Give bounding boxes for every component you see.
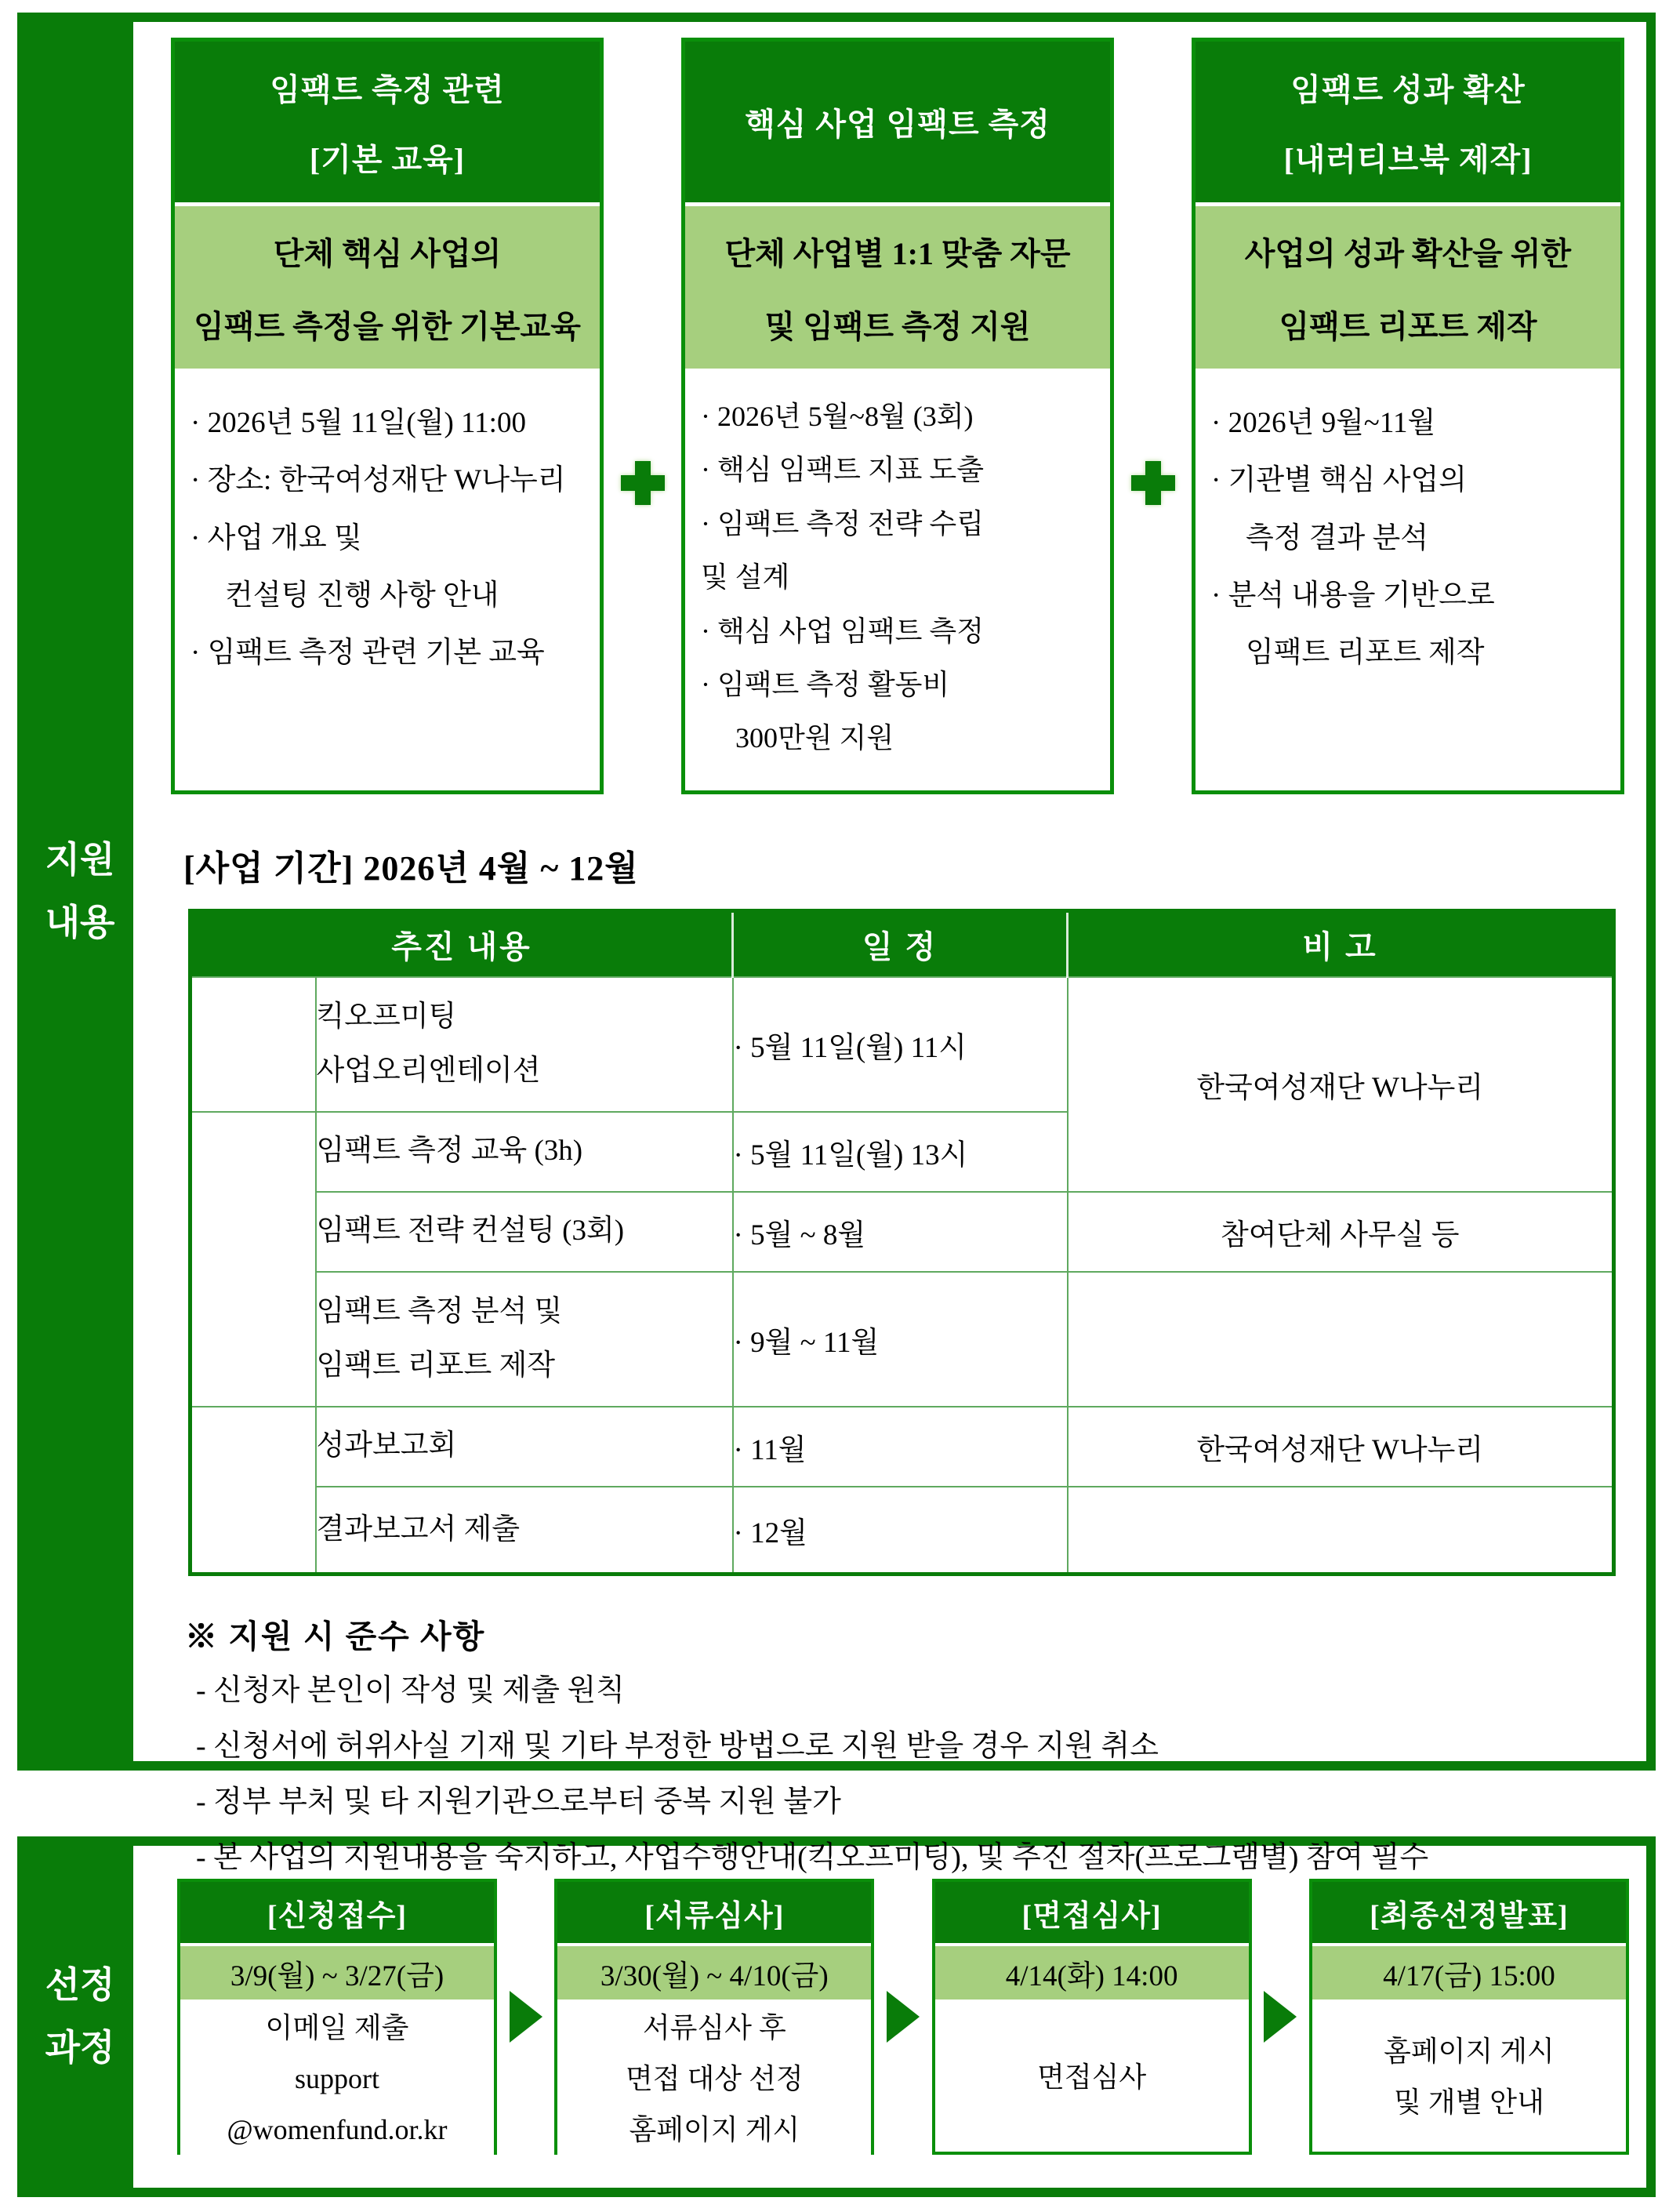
program-box-header: 임팩트 성과 확산 [내러티브북 제작]	[1196, 42, 1620, 202]
program-box-body: · 2026년 5월 11일(월) 11:00 · 장소: 한국여성재단 W나누리 · 사업 개요 및 컨설팅 진행 사항 안내 · 임팩트 측정 관련 기본 교육	[175, 369, 600, 790]
content-cell: 임팩트 측정 교육 (3h)	[316, 1112, 733, 1192]
note-cell	[1068, 1487, 1614, 1575]
step-date: 3/9(월) ~ 3/27(금)	[180, 1943, 494, 2000]
content-cell: 결과보고서 제출	[316, 1487, 733, 1575]
schedule-cell: · 5월 11일(월) 11시	[733, 977, 1068, 1112]
table-row	[190, 1487, 1614, 1575]
step-date: 4/17(금) 15:00	[1312, 1943, 1626, 2000]
program-box-subheader: 단체 사업별 1:1 맞춤 자문 및 임팩트 측정 지원	[685, 202, 1110, 369]
table-row	[190, 1272, 1614, 1407]
compliance-note-item: - 신청자 본인이 작성 및 제출 원칙	[196, 1674, 625, 1707]
note-cell	[1068, 1272, 1614, 1407]
support-content-main	[133, 22, 1646, 1875]
category-cell-guide: 사업 안내	[190, 977, 316, 1112]
selection-process-main	[133, 1846, 1646, 2188]
schedule-table	[188, 909, 1616, 1576]
category-cell-report: 결과 보고	[190, 1407, 316, 1575]
program-box-header: 임팩트 측정 관련 [기본 교육]	[175, 42, 600, 202]
note-cell: 참여단체 사무실 등	[1068, 1192, 1614, 1272]
step-box-final-announcement	[1309, 1879, 1629, 2155]
note-cell: 한국여성재단 W나누리	[1068, 977, 1614, 1192]
step-header: [신청접수]	[180, 1882, 494, 1943]
compliance-notes-title: ※ 지원 시 준수 사항	[185, 1618, 486, 1654]
sidebar-support-label: 지원 내용	[45, 839, 115, 943]
step-body: 서류심사 후 면접 대상 선정 홈페이지 게시	[557, 2000, 871, 2155]
step-date: 4/14(화) 14:00	[935, 1943, 1249, 2000]
program-box-body: · 2026년 9월~11월 · 기관별 핵심 사업의 측정 결과 분석 · 분석 내용을 기반으로 임팩트 리포트 제작	[1196, 369, 1620, 790]
step-body: 이메일 제출 support @womenfund.or.kr	[180, 2000, 494, 2155]
program-box-body: · 2026년 5월~8월 (3회) · 핵심 임팩트 지표 도출 · 임팩트 측정 전략 수립 및 설계 · 핵심 사업 임팩트 측정 · 임팩트 측정 활동비 300만원 지원	[685, 369, 1110, 790]
schedule-cell: · 5월 11일(월) 13시	[733, 1112, 1068, 1192]
program-boxes-row	[171, 38, 1624, 794]
step-box-interview	[932, 1879, 1252, 2155]
sidebar-selection-label: 선정 과정	[45, 1964, 115, 2068]
program-box-impact-measurement	[681, 38, 1114, 794]
sidebar-selection-process	[27, 1846, 133, 2188]
program-box-result-spread	[1192, 38, 1624, 794]
table-row	[190, 977, 1614, 1112]
content-cell: 임팩트 전략 컨설팅 (3회)	[316, 1192, 733, 1272]
compliance-note-item: - 신청서에 허위사실 기재 및 기타 부정한 방법으로 지원 받을 경우 지원 취소	[196, 1730, 1159, 1763]
column-header-content: 추진 내용	[190, 911, 733, 977]
schedule-cell: · 5월 ~ 8월	[733, 1192, 1068, 1272]
content-cell: 성과보고회	[316, 1407, 733, 1487]
table-header-row	[190, 911, 1614, 977]
schedule-cell: · 12월	[733, 1487, 1068, 1575]
compliance-notes	[185, 1611, 1624, 1880]
project-period-heading: [사업 기간] 2026년 4월 ~ 12월	[183, 849, 639, 888]
step-date: 3/30(월) ~ 4/10(금)	[557, 1943, 871, 2000]
program-box-subheader: 사업의 성과 확산을 위한 임팩트 리포트 제작	[1196, 202, 1620, 369]
step-box-document-review	[554, 1879, 874, 2155]
column-header-note: 비 고	[1068, 911, 1614, 977]
right-arrow-icon	[510, 1991, 542, 2043]
program-box-basic-education	[171, 38, 604, 794]
column-header-schedule: 일 정	[733, 911, 1068, 977]
content-cell: 킥오프미팅 사업오리엔테이션	[316, 977, 733, 1112]
plus-icon	[1131, 461, 1175, 505]
schedule-cell: · 11월	[733, 1407, 1068, 1487]
program-box-header: 핵심 사업 임팩트 측정	[685, 42, 1110, 202]
step-body: 면접심사	[935, 2000, 1249, 2152]
compliance-note-item: - 정부 부처 및 타 지원기관으로부터 중복 지원 불가	[196, 1785, 841, 1819]
step-box-application	[177, 1879, 497, 2155]
program-box-subheader: 단체 핵심 사업의 임팩트 측정을 위한 기본교육	[175, 202, 600, 369]
category-cell-progress: 사업 진행	[190, 1112, 316, 1407]
note-cell: 한국여성재단 W나누리	[1068, 1407, 1614, 1487]
content-cell: 임팩트 측정 분석 및 임팩트 리포트 제작	[316, 1272, 733, 1407]
sidebar-support-content	[27, 22, 133, 1761]
schedule-cell: · 9월 ~ 11월	[733, 1272, 1068, 1407]
step-header: [면접심사]	[935, 1882, 1249, 1943]
right-arrow-icon	[1264, 1991, 1297, 2043]
table-row	[190, 1192, 1614, 1272]
right-arrow-icon	[887, 1991, 920, 2043]
step-body: 홈페이지 게시 및 개별 안내	[1312, 2000, 1626, 2152]
selection-process-section	[17, 1836, 1656, 2197]
step-header: [최종선정발표]	[1312, 1882, 1626, 1943]
step-header: [서류심사]	[557, 1882, 871, 1943]
table-row	[190, 1407, 1614, 1487]
support-content-section	[17, 13, 1656, 1875]
plus-icon	[621, 461, 665, 505]
compliance-note-item: - 본 사업의 지원내용을 숙지하고, 사업수행안내(킥오프미팅), 및 추진 절차(프로그램별) 참여 필수	[196, 1841, 1429, 1875]
